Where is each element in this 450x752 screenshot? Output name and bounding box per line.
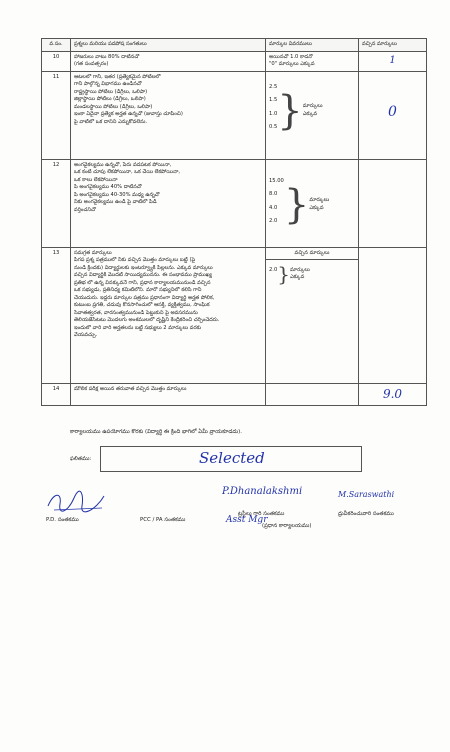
question-line: వచ్చిన విద్యార్థికి మొదటి సాయిద్యమునను. ఈ సంభావము ప్రాముఖ్య [74,272,213,279]
question-line: తెలియజేసేటటు మొదలగు అంశములలో దృష్టిని కేంద్రీకరించి చర్చించెదరు. [74,317,220,324]
row-question [71,159,266,247]
evaluation-table [41,38,427,406]
question-line: పై వాటిలో ఒక దానిని ఎన్నుకోవలెను. [74,118,148,125]
row-marks-got [359,159,427,247]
marks-label: ఎక్కువ [302,110,318,117]
handwritten-result: Selected [199,449,265,467]
row-number: 12 [42,159,71,247]
row-marks-detail [266,383,359,405]
table-row [42,247,427,383]
marks-subheader: వచ్చిన మార్కులు [266,248,358,261]
table-row [42,71,427,159]
question-line: పీ అంగవైకల్యము 40-30% మధ్య ఉన్నచో [74,191,160,198]
pd-signature-icon [44,488,114,516]
row-marks-got [359,247,427,383]
question-line: పిగప ప్రశ్న పత్రములో నీకు వచ్చిన మొత్తం మార్కులు బట్టి (పై [74,257,196,264]
question-line: హాజరులు వాటు 80% దాటినచో [74,53,140,60]
question-line: కుటుంబ ప్రగతి, చదువు కొనసాగించులో ఆసక్తి, వ్యక్తిత్వము, సాంఘిక [74,302,210,309]
handwritten-total: 9.0 [382,386,403,401]
question-line: జిల్లాస్థాయి పోటీలు (డిగ్రీలు, ఒలిపా) [74,96,146,103]
row-number: 13 [42,247,71,383]
row-marks-got [359,51,427,71]
handwritten-score: 1 [389,54,396,66]
row-number: 14 [42,383,71,405]
question-line: గానీ పాల్గొన్న విభాగము ఉండినచో [74,81,142,88]
row-question [71,51,266,71]
question-line: వేయవచ్చు. [74,332,98,339]
result-box [100,446,362,472]
mark-value: 2.5 [269,83,278,90]
question-line: ఇందులో వారి వారి అర్హతలను బట్టి సభ్యులు 2 మార్కులు వరకు [74,324,202,331]
pcc-signature-label: PCC / PA సంతకము [140,517,186,523]
question-line: చేయుదురు. ఇద్దరు మార్కుల పత్రము ప్రధానంగా విద్యార్థి అర్హత పోలిక, [74,294,215,301]
mark-value: 0.5 [269,124,278,131]
selector-signature-label: ధ్రువీకరించువారి సంతకము [338,511,394,517]
table-row [42,159,427,247]
mark-value: 1.0 [269,110,278,117]
marks-label: మార్కులు [309,197,330,204]
brace-icon: } [277,87,303,134]
mark-value: 2.0 [269,267,278,274]
question-line: పీ అంగవైకల్యము 40% దాటినచో [74,184,142,191]
result-label: ఫలితము: [70,456,92,462]
table-header-row [42,39,427,52]
mark-value: 8.0 [269,191,278,198]
marks-line: అయినచో 1.0 కాదనో [269,53,313,60]
row-question [71,383,266,405]
row-number: 10 [42,51,71,71]
table-row [42,51,427,71]
brace-icon: } [283,181,310,228]
row-marks-got [359,71,427,159]
question-line: మండలస్థాయి పోటీలు (డిగ్రీలు, ఒలిపా) [74,103,153,110]
trustee-signature-label: ట్రస్టీలు గారి సంతకము [238,511,285,517]
marks-line: "0" మార్కులు ఎక్కువ [269,61,315,68]
row-marks-got [359,383,427,405]
marks-label: ఎక్కువ [309,204,324,211]
row-question [71,247,266,383]
header-marks-got: వచ్చిన మార్కులు [359,39,427,52]
row-marks-detail [266,159,359,247]
question-line: ఒక కాలు లేకపోయినా [74,176,118,183]
question-line: ఒక కంటి చూపు లేకపోయినా, ఒక చేయి లేకపోయినా, [74,169,181,176]
question-line: సేవాతత్వరత, వారసంత్వమునుండి పెట్టుకుని పై అవసరమును [74,309,198,316]
marks-label: మార్కులు [289,266,310,273]
row-marks-detail [266,247,359,383]
mark-value: 1.5 [269,97,278,104]
question-line: ప్రతిభ లో ఉన్న వినక్కువనే గానీ, ప్రధాన కార్యాలయమునుండి వచ్చిన [74,279,211,286]
question-line: నుండి క్రిందకు) విద్యార్థులకు ఇంటర్వ్యూకి పిల్లలను. ఎక్కువ మార్కులు [74,264,213,271]
handwritten-score: 0 [388,103,397,120]
brace-icon: } [277,262,290,287]
handwritten-name-trustee: P.Dhanalakshmi [222,486,303,497]
office-use-note: కార్యాలయము ఉపయోగము కొరకు (విద్యార్థి ఈ క్రింది భాగిలో ఏమీ వ్రాయకూడదు). [70,429,242,435]
row-question [71,71,266,159]
mark-value: 2.0 [269,218,278,225]
question-line: ఇంకా ఏదైనా ప్రత్యేక అర్హత ఉన్నచో (జువాస్తు చూపించి) [74,111,183,118]
marks-label: మార్కులు [302,103,323,110]
question-title: సమగ్రత మార్కులు [74,249,112,256]
row-marks-detail [266,71,359,159]
question-line: రాష్ట్రస్థాయి పోటీలు (డిగ్రీలు, ఒలిపా) [74,88,148,95]
question-line: (గత సంవత్సరం) [74,61,109,68]
marks-label: ఎక్కువ [289,274,305,281]
question-line: ఆటలలో గానీ, ఇతర (ప్రత్యేకమైన పోటీలలో [74,73,161,80]
question-line: మౌలిక పరీక్ష అయిన తరువాత వచ్చిన మొత్తం మార్కులు [74,385,187,392]
question-line: ఒక సభ్యుడు, ప్రతినిధ్య కమిటీలోని. మారో సభ్యునిలో కలిసి గానీ [74,287,202,294]
question-line: అంగవైకల్యము ఉన్నచో, పేరు వదపటక పోయినా, [74,161,172,168]
header-sno: వ.సం. [42,39,71,52]
trustee-signature-sublabel: (ప్రధాన కార్యాలయము) [262,523,312,529]
header-marks-detail: మార్కుల వివరములు [266,39,359,52]
row-marks-detail [266,51,359,71]
table-row [42,383,427,405]
handwritten-asst-mgr: Asst Mgr [226,515,268,525]
mark-value: 4.0 [269,204,278,211]
pd-signature-label: P.D. సంతకము [46,517,79,523]
question-line: నీకు అంగవైకల్యము ఉండి పై వాటిలో పిడి [74,199,157,206]
mark-value: 15.00 [269,177,284,184]
header-question: ప్రశ్నలు మరియు పదపోష సంగతులు [71,39,266,52]
row-number: 11 [42,71,71,159]
question-line: వర్తించనిచో [74,206,96,213]
handwritten-name-selector: M.Saraswathi [338,490,395,499]
